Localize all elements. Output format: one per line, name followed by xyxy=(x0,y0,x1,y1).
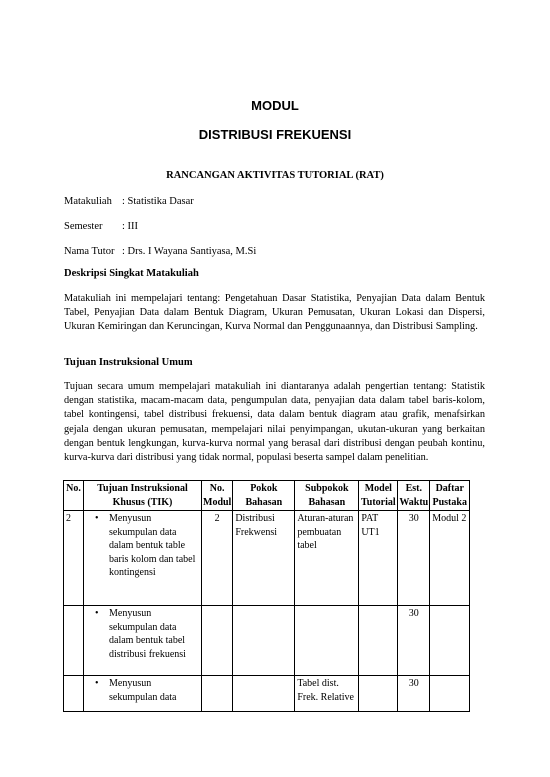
cell-waktu: 30 xyxy=(398,511,430,606)
cell-tik xyxy=(84,606,202,676)
tutor-value: : Drs. I Wayana Santiyasa, M.Si xyxy=(122,246,257,257)
cell-pokok xyxy=(233,676,295,712)
cell-tik xyxy=(84,676,202,712)
cell-pokok xyxy=(233,606,295,676)
tujuan-heading: Tujuan Instruksional Umum xyxy=(64,357,193,368)
header-no: No. xyxy=(64,481,84,511)
cell-tik xyxy=(84,511,202,606)
cell-subpokok xyxy=(295,606,359,676)
rat-heading: RANCANGAN AKTIVITAS TUTORIAL (RAT) xyxy=(166,170,384,181)
deskripsi-paragraph: Matakuliah ini mempelajari tentang: Pengetahuan Dasar Statistika, Penyajian Data dalam Bentuk Tabel, Penyajian Data dalam Bentuk Diagram, Ukuran Pemusatan, Ukuran Lokasi dan Dispersi, Ukuran Kemiringan dan Keruncingan, Kurva Normal dan Penggunaannya, dan Distribusi Sampling. xyxy=(64,293,485,333)
header-tik: Tujuan Instruksional Khusus (TIK) xyxy=(84,481,202,511)
semester-line xyxy=(64,221,138,232)
table-row xyxy=(64,511,470,606)
cell-model: PAT UT1 xyxy=(359,511,398,606)
tik-item: • Menyusun sekumpulan data dalam bentuk table baris kolom dan tabel kontingensi xyxy=(109,512,199,580)
matakuliah-value: : Statistika Dasar xyxy=(122,196,194,207)
cell-pustaka: Modul 2 xyxy=(430,511,470,606)
header-pokok: Pokok Bahasan xyxy=(233,481,295,511)
semester-value: : III xyxy=(122,221,139,232)
cell-waktu: 30 xyxy=(398,606,430,676)
cell-model xyxy=(359,606,398,676)
header-pustaka: Daftar Pustaka xyxy=(430,481,470,511)
rat-table xyxy=(63,480,470,712)
matakuliah-label: Matakuliah xyxy=(64,196,112,207)
table-header-row xyxy=(64,481,470,511)
table-row xyxy=(64,606,470,676)
table-row xyxy=(64,676,470,712)
cell-pustaka xyxy=(430,606,470,676)
cell-modul xyxy=(202,676,233,712)
cell-subpokok: Tabel dist. Frek. Relative xyxy=(295,676,359,712)
header-model: Model Tutorial xyxy=(359,481,398,511)
cell-no xyxy=(64,606,84,676)
semester-label: Semester xyxy=(64,221,103,232)
cell-modul: 2 xyxy=(202,511,233,606)
tik-item: • Menyusun sekumpulan data xyxy=(109,677,199,704)
cell-pokok: Distribusi Frekwensi xyxy=(233,511,295,606)
matakuliah-line xyxy=(64,196,194,207)
deskripsi-heading: Deskripsi Singkat Matakuliah xyxy=(64,268,199,279)
module-title: MODUL xyxy=(251,98,299,113)
cell-no: 2 xyxy=(64,511,84,606)
tujuan-paragraph: Tujuan secara umum mempelajari matakuliah ini diantaranya adalah pengertian tentang: Statistik dengan statistika, macam-macam data, pengumpulan data, penyajian data dalam tabel baris-kolom, tabel kontingensi, tabel distribusi frekuensi, data dalam bentuk diagram atau grafik, menafsirkan gejala dengan ukuran pemusatan, mempelajari nilai penyimpangan, ukutan-ukuran yang berkaitan dengan bentuk lengkungan, kurva-kurva normal yang berasal dari distribusi dengan peubah kontinu, kurva-kurva dari distribusi yang tidak normal, populasi beserta sampel dalam penelitian. xyxy=(64,381,485,464)
tutor-line xyxy=(64,246,256,257)
cell-waktu: 30 xyxy=(398,676,430,712)
header-subpokok: Subpokok Bahasan xyxy=(295,481,359,511)
tutor-label: Nama Tutor xyxy=(64,246,115,257)
header-waktu: Est. Waktu xyxy=(398,481,430,511)
cell-pustaka xyxy=(430,676,470,712)
cell-model xyxy=(359,676,398,712)
cell-no xyxy=(64,676,84,712)
cell-subpokok: Aturan-aturan pembuatan tabel xyxy=(295,511,359,606)
cell-modul xyxy=(202,606,233,676)
header-modul: No. Modul xyxy=(202,481,233,511)
tik-item: • Menyusun sekumpulan data dalam bentuk tabel distribusi frekuensi xyxy=(109,607,199,661)
module-subtitle: DISTRIBUSI FREKUENSI xyxy=(198,127,352,142)
